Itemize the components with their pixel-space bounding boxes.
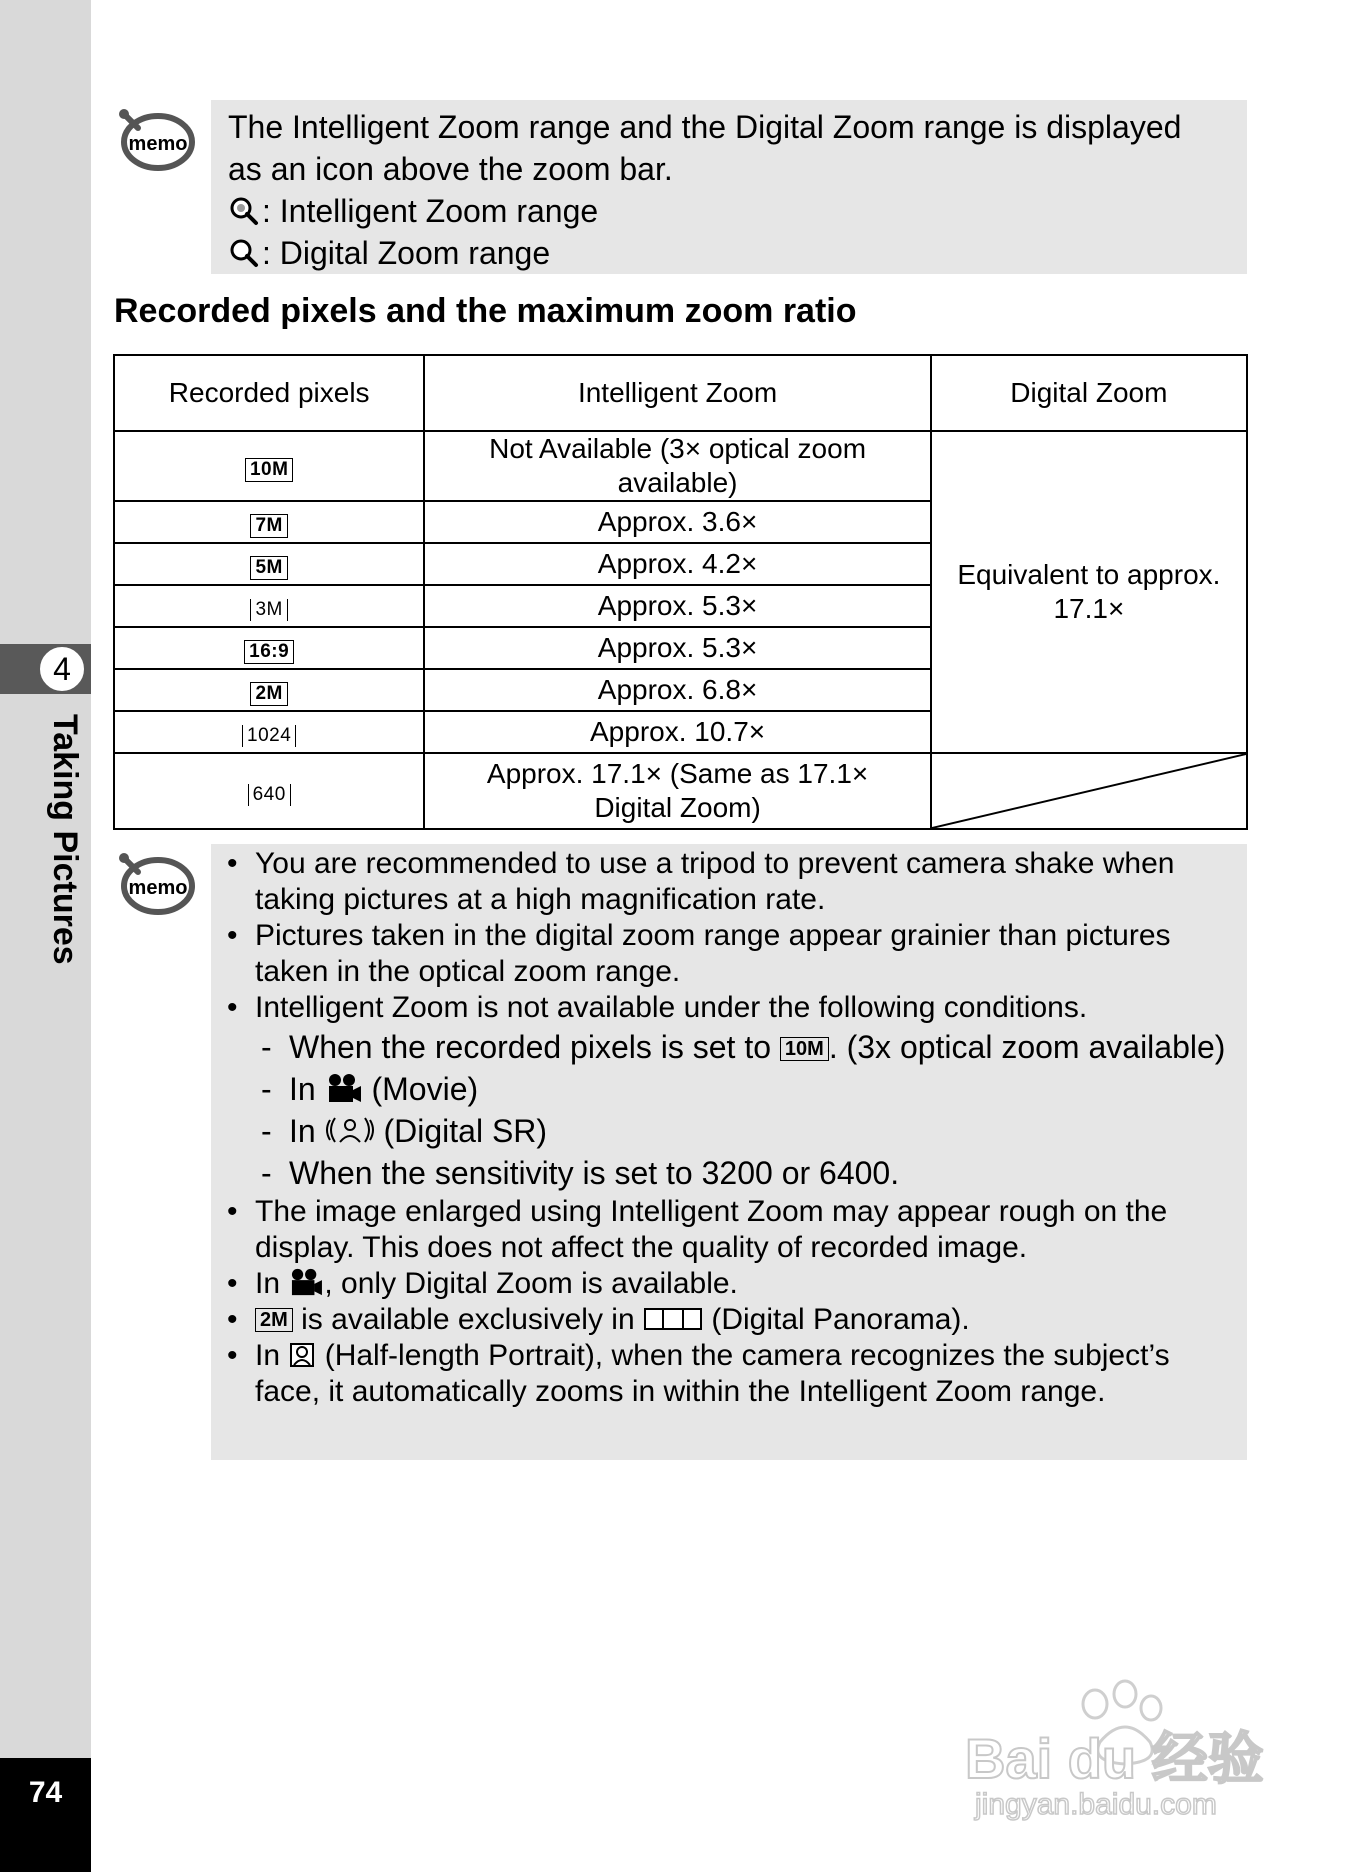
chapter-title: Taking Pictures bbox=[46, 714, 84, 965]
item-text: , only Digital Zoom is available. bbox=[324, 1267, 738, 1300]
memo-label: memo bbox=[128, 133, 188, 155]
intelligent-cell bbox=[424, 753, 930, 829]
list-item bbox=[227, 1338, 1235, 1410]
pixels-badge: 1024 bbox=[242, 725, 296, 747]
pixels-badge: 16:9 bbox=[244, 640, 294, 664]
memo-box-zoom-ranges bbox=[211, 100, 1247, 274]
pixels-cell bbox=[114, 711, 424, 753]
section-title: Recorded pixels and the maximum zoom ratio bbox=[114, 292, 857, 330]
memo-icon bbox=[116, 850, 196, 920]
item-text: In bbox=[255, 1339, 281, 1372]
empty-diagonal-cell bbox=[931, 753, 1247, 829]
pixels-badge: 7M bbox=[250, 514, 287, 538]
pixels-cell bbox=[114, 585, 424, 627]
intelligent-zoom-text: : Intelligent Zoom range bbox=[262, 193, 599, 229]
sub-list-item bbox=[227, 1026, 1235, 1068]
intelligent-cell: Not Available (3× optical zoom available) bbox=[424, 431, 930, 501]
item-text: (Half-length Portrait), when the camera recognizes the subject’s face, it automatically zooms in within the Intelligent Zoom range. bbox=[255, 1339, 1170, 1408]
pixels-cell bbox=[114, 501, 424, 543]
table-header-row bbox=[114, 355, 1247, 431]
pixels-badge: 10M bbox=[245, 458, 293, 482]
header-digital-zoom: Digital Zoom bbox=[931, 355, 1247, 431]
pixels-cell bbox=[114, 669, 424, 711]
intelligent-cell: Approx. 10.7× bbox=[424, 711, 930, 753]
digital-zoom-icon bbox=[228, 237, 260, 269]
digital-merged-cell bbox=[931, 431, 1247, 753]
list-item bbox=[227, 1266, 1235, 1302]
intelligent-cell-text: Approx. 17.1× (Same as 17.1× Digital Zoom) bbox=[486, 758, 869, 823]
pixels-cell bbox=[114, 543, 424, 585]
intelligent-cell: Approx. 5.3× bbox=[424, 627, 930, 669]
sub-item-text: When the recorded pixels is set to bbox=[289, 1029, 772, 1065]
sub-item-text: In bbox=[289, 1113, 316, 1149]
baidu-watermark bbox=[965, 1672, 1275, 1822]
sub-item-text: (Digital SR) bbox=[383, 1113, 548, 1149]
pixels-badge: 640 bbox=[248, 784, 291, 806]
memo-label: memo bbox=[128, 877, 188, 899]
pixels-cell bbox=[114, 627, 424, 669]
memo-icon bbox=[116, 106, 196, 176]
header-intelligent-zoom: Intelligent Zoom bbox=[424, 355, 930, 431]
memo-line: The Intelligent Zoom range and the Digital Zoom range is displayed bbox=[228, 109, 1182, 145]
intelligent-cell: Approx. 5.3× bbox=[424, 585, 930, 627]
page-number: 74 bbox=[28, 1776, 63, 1809]
sub-item-text: (Movie) bbox=[371, 1071, 479, 1107]
intelligent-cell: Approx. 3.6× bbox=[424, 501, 930, 543]
watermark-url: jingyan.baidu.com bbox=[975, 1788, 1217, 1821]
pixels-badge: 2M bbox=[250, 682, 287, 706]
list-item: • You are recommended to use a tripod to prevent camera shake when taking pictures at a high magnification rate. bbox=[227, 846, 1235, 918]
pixels-cell bbox=[114, 431, 424, 501]
table-row bbox=[114, 431, 1247, 501]
header-recorded-pixels: Recorded pixels bbox=[114, 355, 424, 431]
watermark-brand: Bai du 经验 bbox=[965, 1727, 1264, 1790]
intelligent-zoom-icon bbox=[228, 195, 260, 227]
sub-item-text: In bbox=[289, 1071, 316, 1107]
item-text: In bbox=[255, 1267, 281, 1300]
diagonal-line bbox=[932, 754, 1246, 828]
notes-list bbox=[227, 846, 1235, 1410]
zoom-ratio-table bbox=[113, 354, 1248, 830]
list-item: • Pictures taken in the digital zoom range appear grainier than pictures taken in the optical zoom range. bbox=[227, 918, 1235, 990]
pixels-10m-icon: 10M bbox=[780, 1037, 829, 1061]
memo-line-digital bbox=[228, 232, 1247, 274]
intelligent-cell: Approx. 4.2× bbox=[424, 543, 930, 585]
movie-icon bbox=[288, 1267, 324, 1297]
table-row bbox=[114, 753, 1247, 829]
pixels-badge: 5M bbox=[250, 556, 287, 580]
memo-line-intelligent bbox=[228, 190, 1247, 232]
movie-icon bbox=[325, 1072, 363, 1104]
sub-list-item bbox=[227, 1068, 1235, 1110]
item-text: is available exclusively in bbox=[301, 1303, 635, 1336]
sub-item-text: . (3x optical zoom available) bbox=[828, 1029, 1226, 1065]
sub-list-item bbox=[227, 1110, 1235, 1152]
sub-list-item: - When the sensitivity is set to 3200 or 6400. bbox=[227, 1152, 1235, 1194]
chapter-number: 4 bbox=[38, 645, 86, 693]
digital-panorama-icon bbox=[643, 1305, 703, 1333]
memo-box-notes bbox=[211, 844, 1247, 1460]
digital-merged-text: Equivalent to approx. 17.1× bbox=[957, 559, 1221, 624]
memo-line: as an icon above the zoom bar. bbox=[228, 151, 673, 187]
list-item: • The image enlarged using Intelligent Zoom may appear rough on the display. This does not affect the quality of recorded image. bbox=[227, 1194, 1235, 1266]
pixels-2m-icon: 2M bbox=[255, 1308, 293, 1332]
item-text: (Digital Panorama). bbox=[711, 1303, 970, 1336]
pixels-cell bbox=[114, 753, 424, 829]
digital-zoom-text: : Digital Zoom range bbox=[262, 235, 551, 271]
half-length-portrait-icon bbox=[288, 1341, 316, 1369]
pixels-badge: 3M bbox=[250, 599, 287, 621]
list-item: • Intelligent Zoom is not available under the following conditions. bbox=[227, 990, 1235, 1026]
digital-sr-icon bbox=[325, 1114, 375, 1146]
intelligent-cell: Approx. 6.8× bbox=[424, 669, 930, 711]
list-item bbox=[227, 1302, 1235, 1338]
